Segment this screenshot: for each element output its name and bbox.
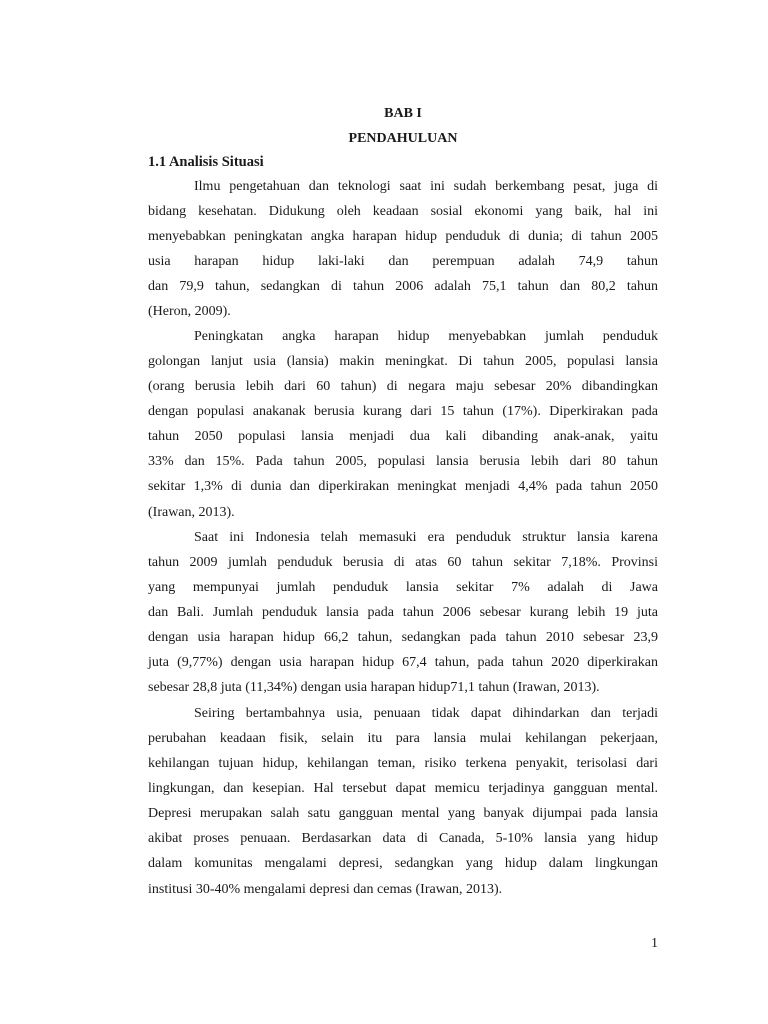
paragraph-line: Seiring bertambahnya usia, penuaan tidak dapat dihindarkan dan terjadi	[194, 706, 658, 721]
paragraph-line: tahun 2050 populasi lansia menjadi dua kali dibanding anak-anak, yaitu	[148, 429, 658, 444]
paragraph-line: perubahan keadaan fisik, selain itu para lansia mulai kehilangan pekerjaan,	[148, 731, 658, 746]
paragraph-line: usia harapan hidup laki-laki dan perempuan adalah 74,9 tahun	[148, 254, 658, 269]
paragraph-line: dengan populasi anakanak berusia kurang dari 15 tahun (17%). Diperkirakan pada	[148, 404, 658, 419]
paragraph-line: Saat ini Indonesia telah memasuki era penduduk struktur lansia karena	[194, 530, 658, 545]
paragraph-line: Peningkatan angka harapan hidup menyebabkan jumlah penduduk	[194, 329, 658, 344]
paragraph-line: dalam komunitas mengalami depresi, sedangkan yang hidup dalam lingkungan	[148, 856, 658, 871]
chapter-title: PENDAHULUAN	[348, 131, 458, 146]
chapter-number: BAB I	[384, 106, 422, 121]
paragraph-line: sekitar 1,3% di dunia dan diperkirakan meningkat menjadi 4,4% pada tahun 2050	[148, 479, 658, 494]
paragraph-line: juta (9,77%) dengan usia harapan hidup 67,4 tahun, pada tahun 2020 diperkirakan	[148, 655, 658, 670]
paragraph-line: Ilmu pengetahuan dan teknologi saat ini sudah berkembang pesat, juga di	[194, 179, 658, 194]
paragraph-line: 33% dan 15%. Pada tahun 2005, populasi lansia berusia lebih dari 80 tahun	[148, 454, 658, 469]
page-number: 1	[651, 936, 658, 951]
paragraph-line: akibat proses penuaan. Berdasarkan data di Canada, 5-10% lansia yang hidup	[148, 831, 658, 846]
paragraph-line: menyebabkan peningkatan angka harapan hidup penduduk di dunia; di tahun 2005	[148, 229, 658, 244]
paragraph-line: sebesar 28,8 juta (11,34%) dengan usia harapan hidup71,1 tahun (Irawan, 2013).	[148, 680, 600, 695]
paragraph-line: dan 79,9 tahun, sedangkan di tahun 2006 adalah 75,1 tahun dan 80,2 tahun	[148, 279, 658, 294]
paragraph-line: (orang berusia lebih dari 60 tahun) di negara maju sebesar 20% dibandingkan	[148, 379, 658, 394]
paragraph-line: golongan lanjut usia (lansia) makin meningkat. Di tahun 2005, populasi lansia	[148, 354, 658, 369]
paragraph-line: yang mempunyai jumlah penduduk lansia sekitar 7% adalah di Jawa	[148, 580, 658, 595]
paragraph-line: lingkungan, dan kesepian. Hal tersebut dapat memicu terjadinya gangguan mental.	[148, 781, 658, 796]
paragraph-line: (Irawan, 2013).	[148, 505, 235, 520]
section-heading: 1.1 Analisis Situasi	[148, 154, 264, 170]
paragraph-line: kehilangan tujuan hidup, kehilangan teman, risiko terkena penyakit, terisolasi dari	[148, 756, 658, 771]
paragraph-line: bidang kesehatan. Didukung oleh keadaan sosial ekonomi yang baik, hal ini	[148, 204, 658, 219]
paragraph-line: institusi 30-40% mengalami depresi dan cemas (Irawan, 2013).	[148, 882, 503, 897]
paragraph-line: (Heron, 2009).	[148, 304, 231, 319]
paragraph-line: dengan usia harapan hidup 66,2 tahun, sedangkan pada tahun 2010 sebesar 23,9	[148, 630, 658, 645]
paragraph-line: dan Bali. Jumlah penduduk lansia pada tahun 2006 sebesar kurang lebih 19 juta	[148, 605, 658, 620]
paragraph-line: tahun 2009 jumlah penduduk berusia di atas 60 tahun sekitar 7,18%. Provinsi	[148, 555, 658, 570]
paragraph-line: Depresi merupakan salah satu gangguan mental yang banyak dijumpai pada lansia	[148, 806, 658, 821]
